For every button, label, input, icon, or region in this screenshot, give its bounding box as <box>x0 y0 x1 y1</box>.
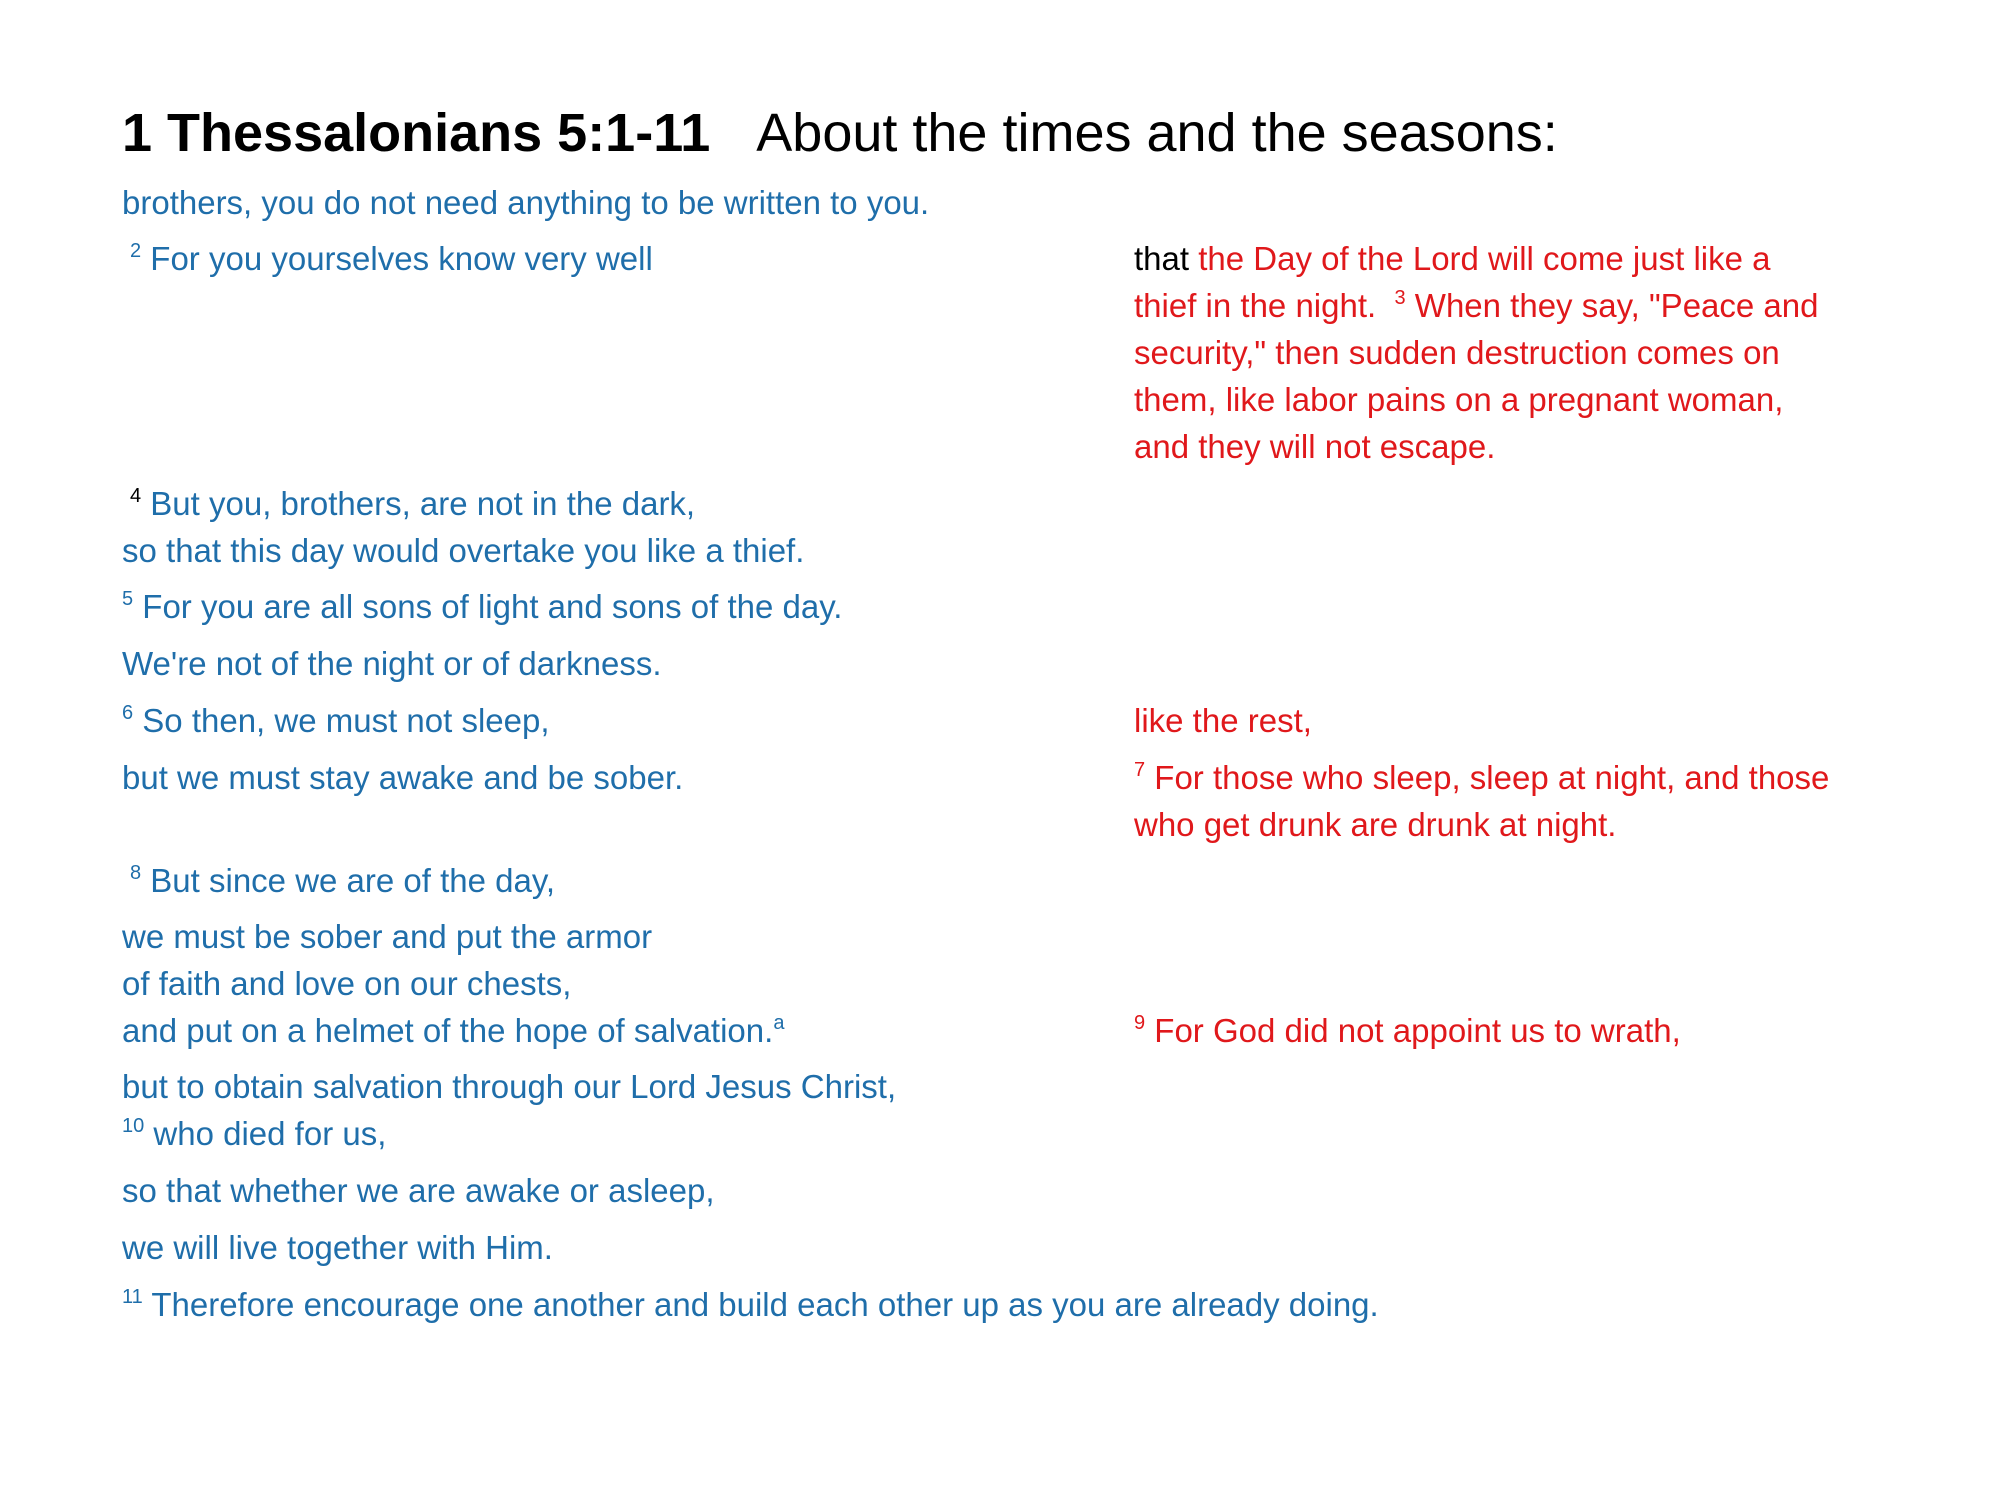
left-line-15: so that whether we are awake or asleep, <box>122 1172 715 1209</box>
verse-number: 3 <box>1394 287 1406 309</box>
left-line-6: We're not of the night or of darkness. <box>122 645 662 682</box>
right-line-3: security," then sudden destruction comes on <box>1134 334 1780 371</box>
right-line-5: and they will not escape. <box>1134 428 1496 465</box>
left-line-verse-10: $^{10}$ who died for us, <box>122 1115 387 1152</box>
left-line-11: of faith and love on our chests, <box>122 965 572 1002</box>
left-line-verse-8: $^8$ But since we are of the day, <box>130 862 556 899</box>
left-line-verse-5: $^5$ For you are all sons of light and sons of the day. <box>122 588 843 625</box>
right-line-verse-3: thief in the night. $^3$ When they say, "Peace and <box>1134 287 1819 324</box>
verse-number: 11 <box>122 1286 143 1308</box>
right-line-8: who get drunk are drunk at night. <box>1134 806 1617 843</box>
left-line-13: but to obtain salvation through our Lord Jesus Christ, <box>122 1068 897 1105</box>
right-line-6: like the rest, <box>1134 702 1312 739</box>
left-line-16: we will live together with Him. <box>122 1229 553 1266</box>
footnote-marker: a <box>773 1012 785 1034</box>
verse-number: 5 <box>122 588 134 610</box>
right-line-verse-7: $^7$ For those who sleep, sleep at night, and those <box>1134 759 1830 796</box>
left-line-verse-6: $^6$ So then, we must not sleep, <box>122 702 550 739</box>
left-line-10: we must be sober and put the armor <box>122 918 653 955</box>
verse-number: 9 <box>1134 1012 1146 1034</box>
page-title <box>122 100 1558 166</box>
right-line-1: that the Day of the Lord will come just like a <box>1134 240 1771 277</box>
left-line-8: but we must stay awake and be sober. <box>122 759 684 796</box>
verse-number: 4 <box>130 485 142 507</box>
left-line-4: so that this day would overtake you like a thief. <box>122 532 805 569</box>
verse-number: 6 <box>122 702 134 724</box>
verse-number: 2 <box>130 240 142 262</box>
verse-number: 10 <box>122 1115 145 1137</box>
verse-number: 7 <box>1134 759 1146 781</box>
right-line-4: them, like labor pains on a pregnant woman, <box>1134 381 1784 418</box>
right-line-verse-9: $^9$ For God did not appoint us to wrath, <box>1134 1012 1681 1049</box>
left-line-1: brothers, you do not need anything to be written to you. <box>122 184 930 221</box>
left-line-12: and put on a helmet of the hope of salvation.$^a$ <box>122 1012 785 1049</box>
left-line-verse-4: $^4$ But you, brothers, are not in the dark, <box>130 485 696 522</box>
title-heading: About the times and the seasons: <box>756 103 1558 163</box>
scripture-reference: 1 Thessalonians 5:1-11 <box>122 103 711 163</box>
left-line-verse-11: $^{11}$ Therefore encourage one another and build each other up as you are already doing. <box>122 1286 1379 1323</box>
verse-number: 8 <box>130 862 142 884</box>
left-line-verse-2: $^2$ For you yourselves know very well <box>130 240 653 277</box>
